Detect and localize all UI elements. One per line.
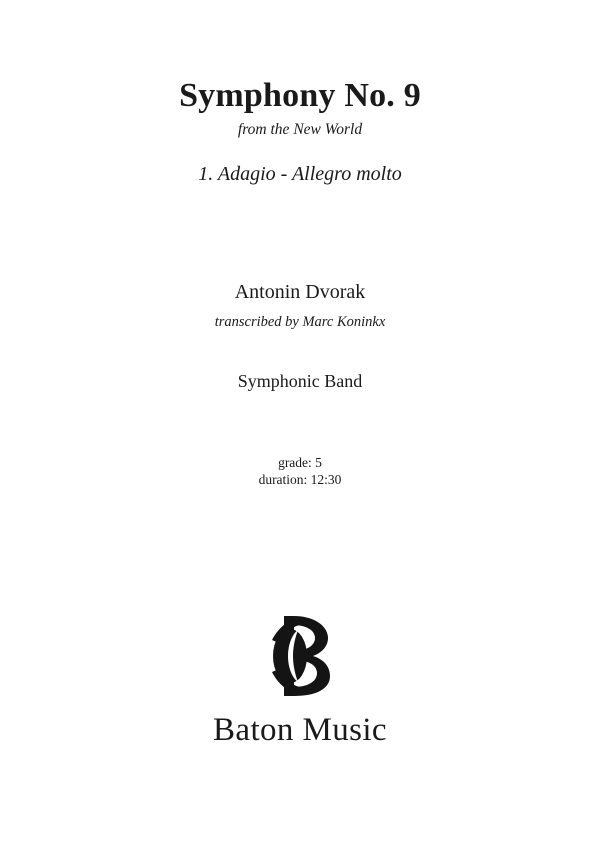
score-metadata (259, 454, 342, 489)
duration-value: duration: 12:30 (258, 471, 342, 487)
composer-name: Antonin Dvorak (234, 280, 366, 303)
grade-value: grade: 5 (278, 454, 322, 470)
page-title: Symphony No. 9 (179, 77, 421, 114)
title-subtitle: from the New World (237, 120, 363, 138)
publisher-name: Baton Music (213, 712, 387, 748)
baton-music-logo-icon (254, 612, 346, 700)
arranger-credit: transcribed by Marc Koninkx (214, 313, 386, 330)
ensemble-name: Symphonic Band (237, 370, 363, 391)
movement-title: 1. Adagio - Allegro molto (198, 162, 402, 185)
publisher-block (0, 612, 600, 749)
